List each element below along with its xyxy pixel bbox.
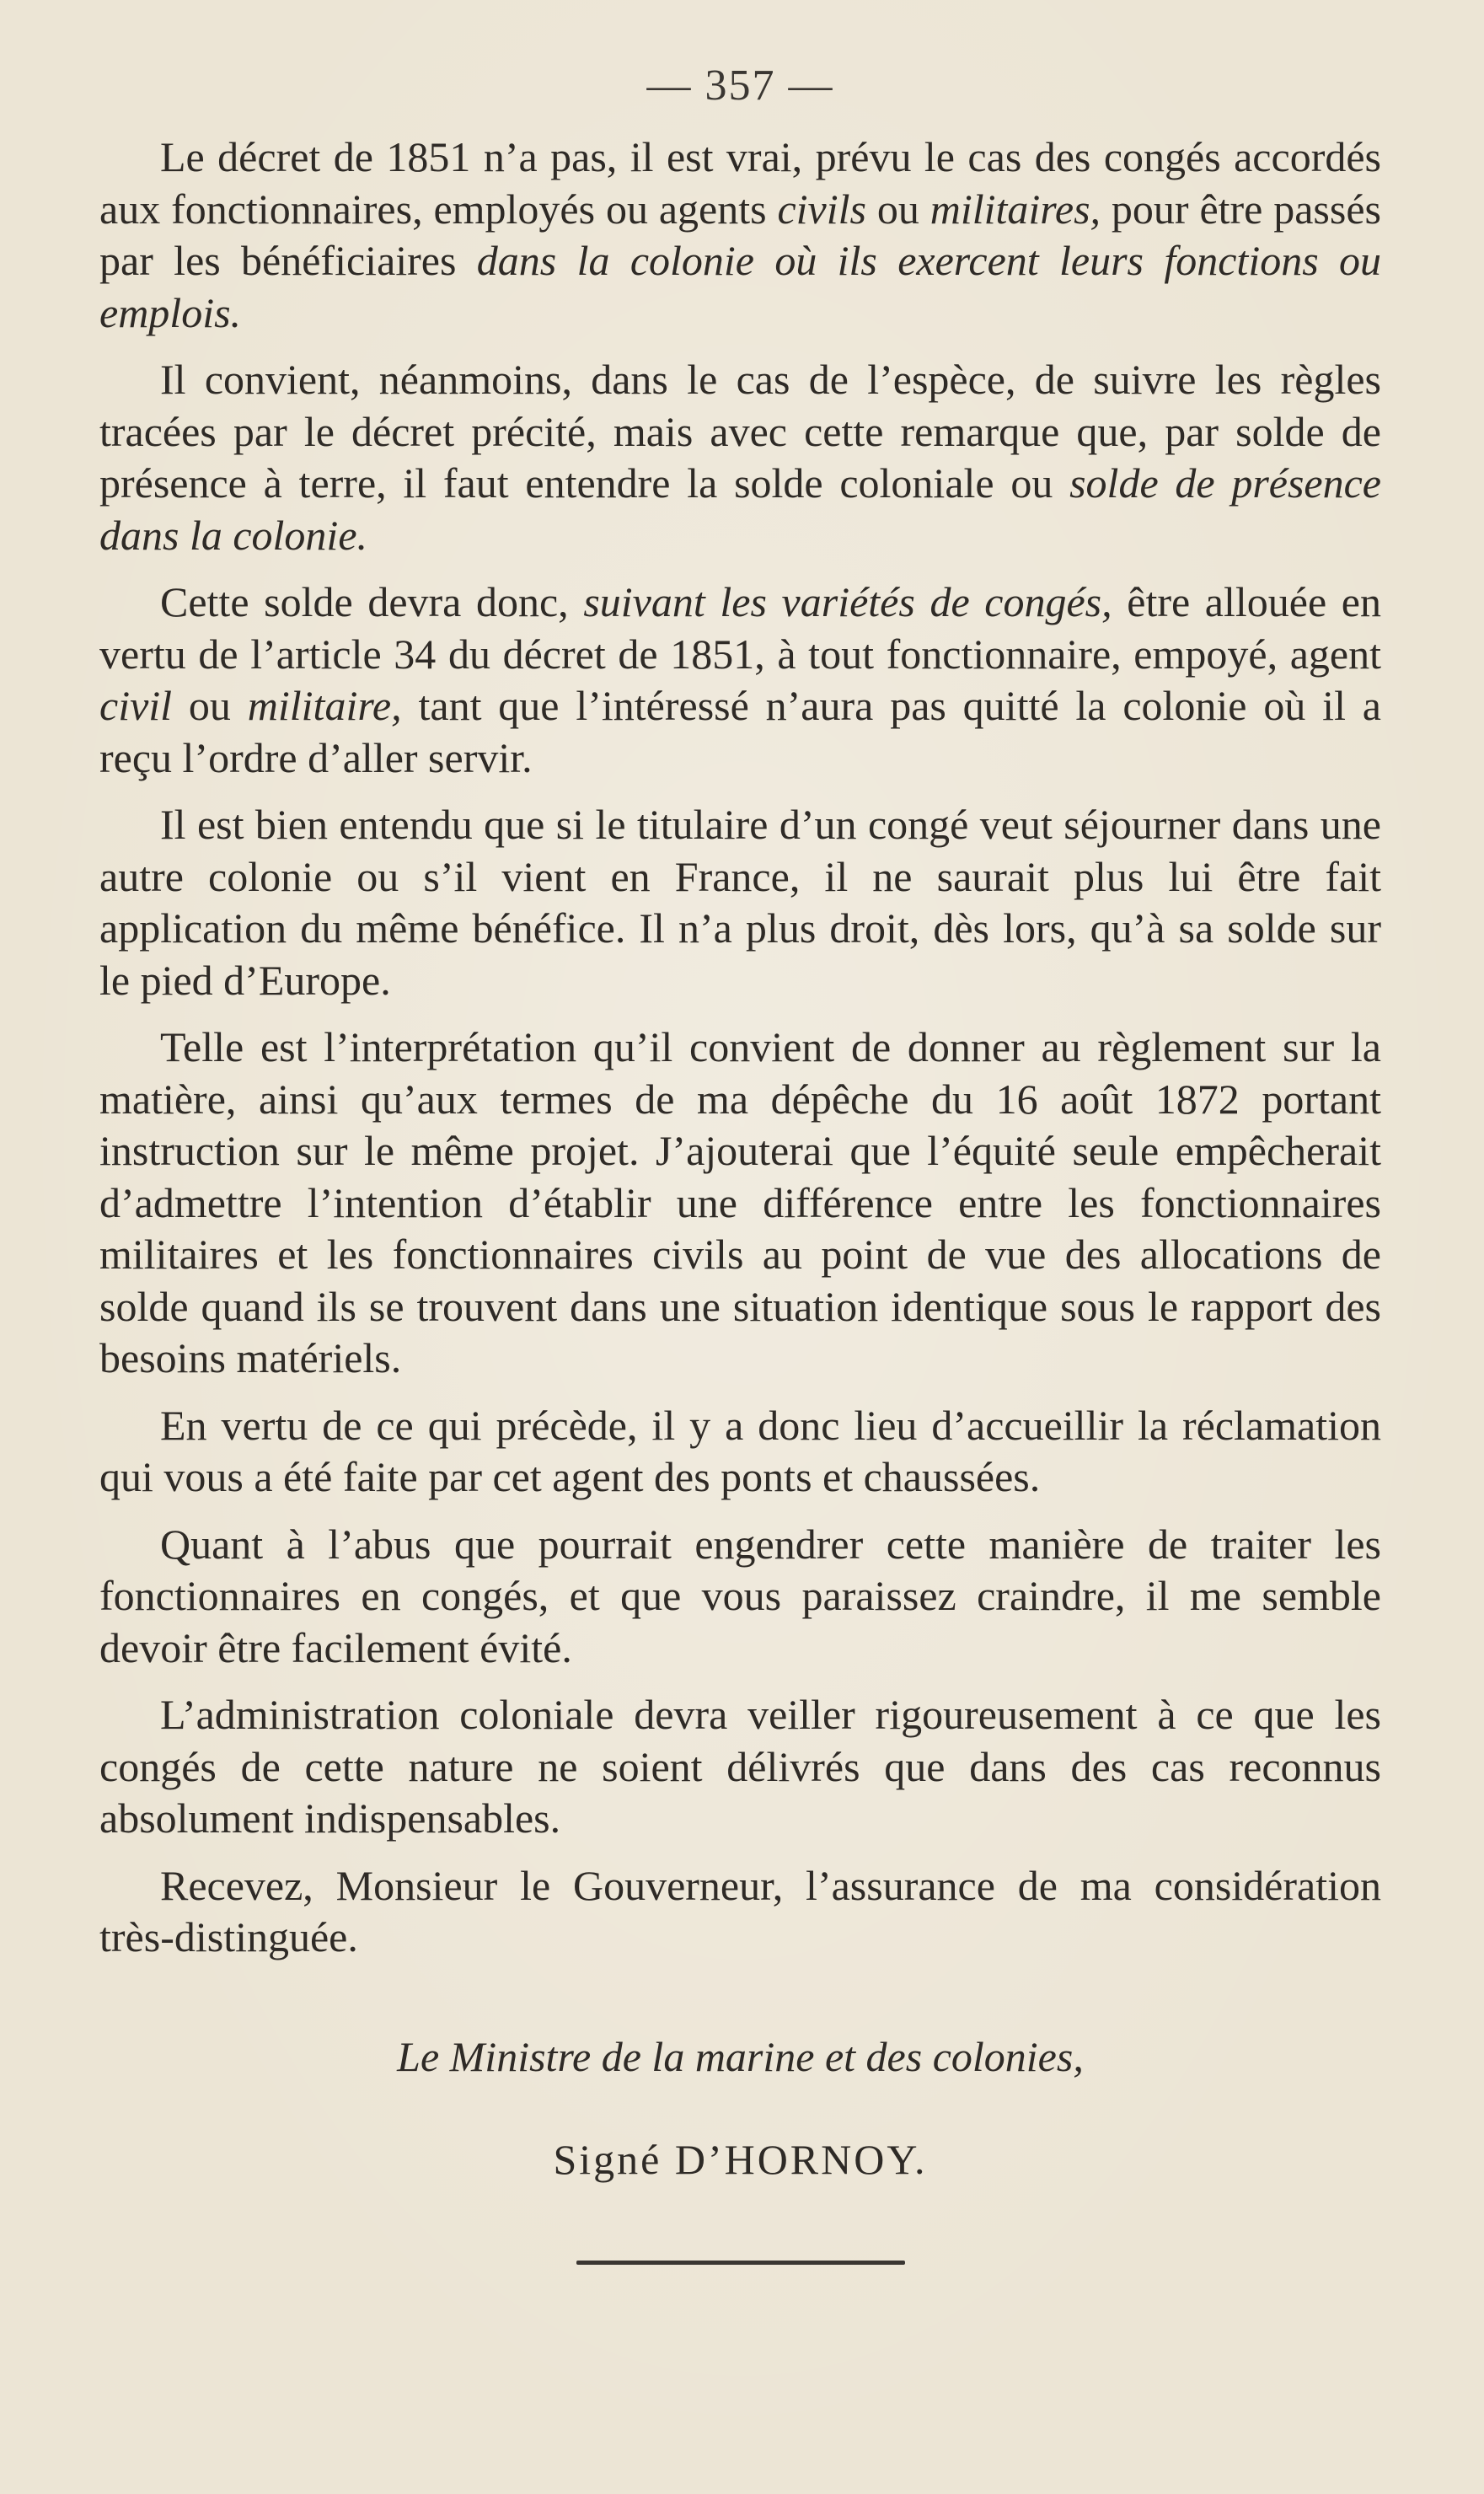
paragraph	[99, 1519, 1381, 1675]
page-number: — 357 —	[646, 62, 834, 110]
text-run: Recevez, Monsieur le Gouverneur, l’assurance de ma considération très-distinguée.	[99, 1861, 1381, 1960]
paragraph	[99, 1400, 1381, 1504]
paragraph	[99, 1689, 1381, 1845]
end-rule-divider	[576, 2261, 905, 2265]
signature-title: Le Ministre de la marine et des colonies,	[397, 2032, 1084, 2080]
paragraph	[99, 799, 1381, 1006]
text-run: Le décret de 1851 n’a pas, il est vrai, prévu le cas des congés accordés aux fonctionnaires, employés ou agents	[99, 133, 1381, 233]
text-run: être allouée en vertu de l’article 34 du décret de 1851, à tout fonctionnaire, empoyé, agent	[99, 578, 1381, 678]
text-run: ou	[865, 185, 930, 233]
text-run: En vertu de ce qui précède, il y a donc lieu d’accueillir la réclamation qui vous a été faite par cet agent des ponts et chaussées.	[99, 1401, 1381, 1500]
text-run: tant que l’intéressé n’aura pas quitté la colonie où il a reçu l’ordre d’aller servir.	[99, 682, 1382, 781]
italic-text-run: civils	[777, 185, 866, 233]
signature-name: Signé D’HORNOY.	[553, 2135, 928, 2183]
body-text	[99, 131, 1381, 1964]
text-run: ou	[172, 682, 248, 729]
paragraph	[99, 1022, 1381, 1385]
paragraph	[99, 577, 1381, 784]
text-run: Il est bien entendu que si le titulaire d’un congé veut séjourner dans une autre colonie ou s’il vient en France, il ne saurait plus lui être fait application du même bénéfice. Il n’a plus droit, dès lors, qu’à sa solde sur le pied d’Europe.	[99, 801, 1381, 1004]
text-run: Cette solde devra donc,	[160, 578, 584, 625]
italic-text-run: militaires,	[930, 185, 1101, 233]
paragraph	[99, 354, 1381, 561]
text-run: L’administration coloniale devra veiller rigoureusement à ce que les congés de cette nature ne soient délivrés que dans des cas reconnus absolument indispensables.	[99, 1691, 1381, 1842]
italic-text-run: militaire,	[247, 682, 402, 729]
italic-text-run: dans la colonie où ils exercent leurs fonctions ou emplois.	[99, 237, 1382, 336]
italic-text-run: suivant les variétés de congés,	[583, 578, 1112, 625]
signature-block	[99, 2030, 1381, 2186]
text-run: Quant à l’abus que pourrait engendrer cette manière de traiter les fonctionnaires en congés, et que vous paraissez craindre, il me semble devoir être facilement évité.	[99, 1520, 1381, 1671]
closing-paragraph	[99, 1860, 1381, 1964]
text-run: pour être passés par les bénéficiaires	[99, 185, 1381, 284]
text-run: Il convient, néanmoins, dans le cas de l’espèce, de suivre les règles tracées par le décret précité, mais avec cette remarque que, par solde de présence à terre, il faut entendre la solde coloniale ou	[99, 356, 1381, 507]
text-run: Telle est l’interprétation qu’il convient de donner au règlement sur la matière, ainsi qu’aux termes de ma dépêche du 16 août 1872 portant instruction sur le même projet. J’ajouterai que l’équité seule empêcherait d’admettre l’intention d’établir une différence entre les fonctionnaires militaires et les fonctionnaires civils au point de vue des allocations de solde quand ils se trouvent dans une situation identique sous le rapport des besoins matériels.	[99, 1023, 1381, 1381]
italic-text-run: civil	[99, 682, 173, 729]
italic-text-run: solde de présence dans la colonie.	[99, 459, 1381, 559]
paragraph	[99, 131, 1381, 339]
